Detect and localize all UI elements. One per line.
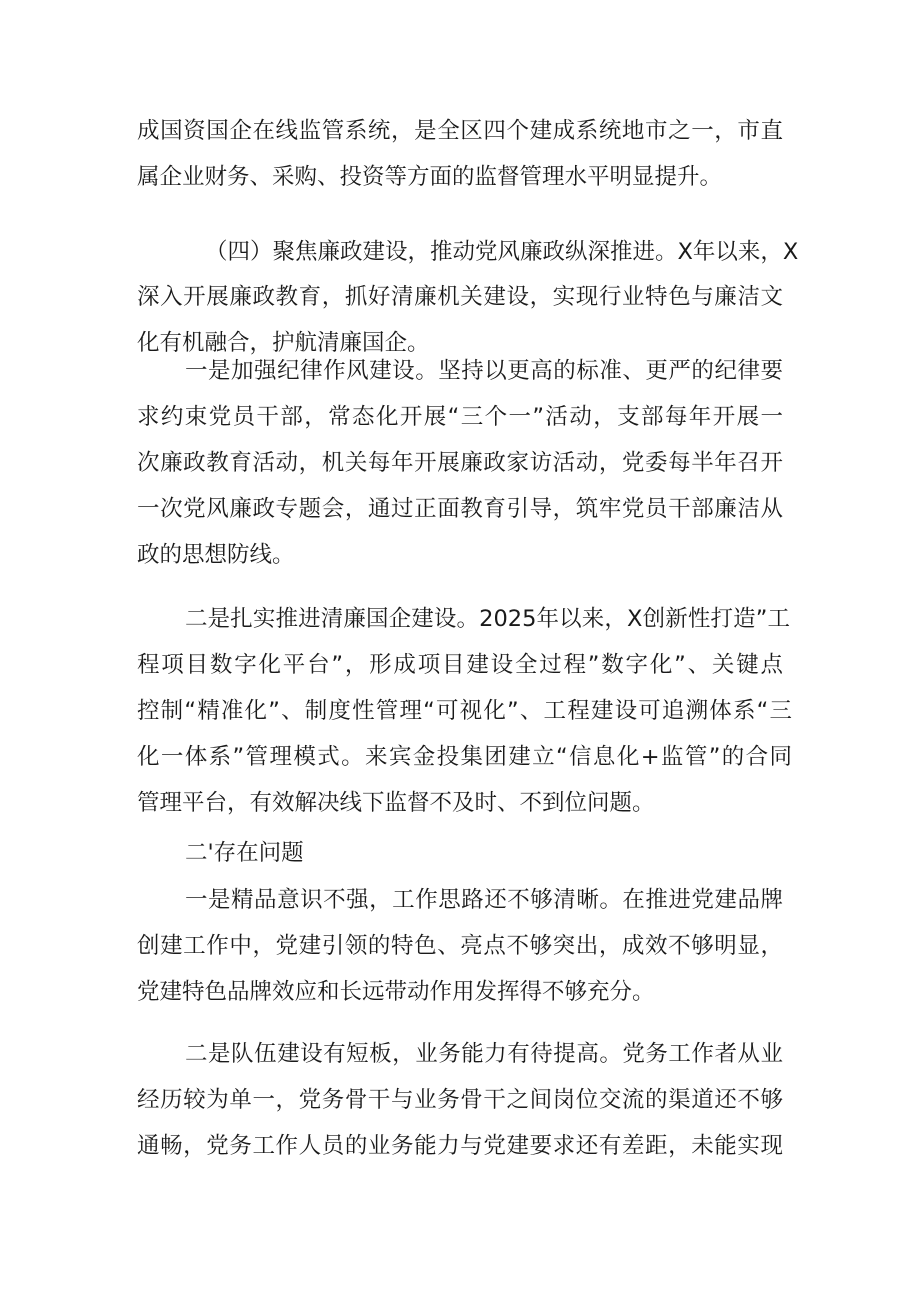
body-text-line: 经历较为单一，党务骨干与业务骨干之间岗位交流的渠道还不够 (137, 1087, 783, 1113)
body-text-line: 化有机融合，护航清廉国企。 (137, 330, 430, 356)
body-text-line: 次廉政教育活动，机关每年开展廉政家访活动，党委每半年召开 (137, 450, 783, 476)
body-text-line: 通畅，党务工作人员的业务能力与党建要求还有差距，未能实现 (137, 1133, 783, 1159)
paragraph-first-line: 一是加强纪律作风建设。坚持以更高的标准、更严的纪律要 (185, 358, 783, 384)
body-text-line: 属企业财务、采购、投资等方面的监督管理水平明显提升。 (137, 164, 723, 190)
body-text-line: 深入开展廉政教育，抓好清廉机关建设，实现行业特色与廉洁文 (137, 284, 783, 310)
body-text-line: 管理平台，有效解决线下监督不及时、不到位问题。 (137, 790, 655, 816)
body-text-line: 党建特色品牌效应和长远带动作用发挥得不够充分。 (137, 979, 655, 1005)
body-text-line: 化一体系”管理模式。来宾金投集团建立“信息化+监管”的合同 (137, 744, 792, 770)
body-text-line: 程项目数字化平台”，形成项目建设全过程”数字化”、关键点 (137, 652, 783, 678)
body-text-line: 政的思想防线。 (137, 542, 295, 568)
paragraph-first-line: 二是扎实推进清廉国企建设。2025年以来，X创新性打造”工 (185, 606, 790, 632)
body-text-line: 求约束党员干部，常态化开展“三个一”活动，支部每年开展一 (137, 404, 783, 430)
body-text-line: 控制“精准化”、制度性管理“可视化”、工程建设可追溯体系“三 (137, 698, 792, 724)
body-text-line: 一次党风廉政专题会，通过正面教育引导，筑牢党员干部廉洁从 (137, 496, 783, 522)
paragraph-first-line: 二是队伍建设有短板，业务能力有待提高。党务工作者从业 (185, 1041, 783, 1067)
section-heading: 二'存在问题 (185, 840, 304, 866)
section-heading-line: （四）聚焦廉政建设，推动党风廉政纵深推进。X年以来，X (205, 239, 799, 265)
body-text-line: 创建工作中，党建引领的特色、亮点不够突出，成效不够明显， (137, 933, 783, 959)
paragraph-first-line: 一是精品意识不强，工作思路还不够清晰。在推进党建品牌 (185, 887, 783, 913)
body-text-line: 成国资国企在线监管系统，是全区四个建成系统地市之一，市直 (137, 118, 783, 144)
